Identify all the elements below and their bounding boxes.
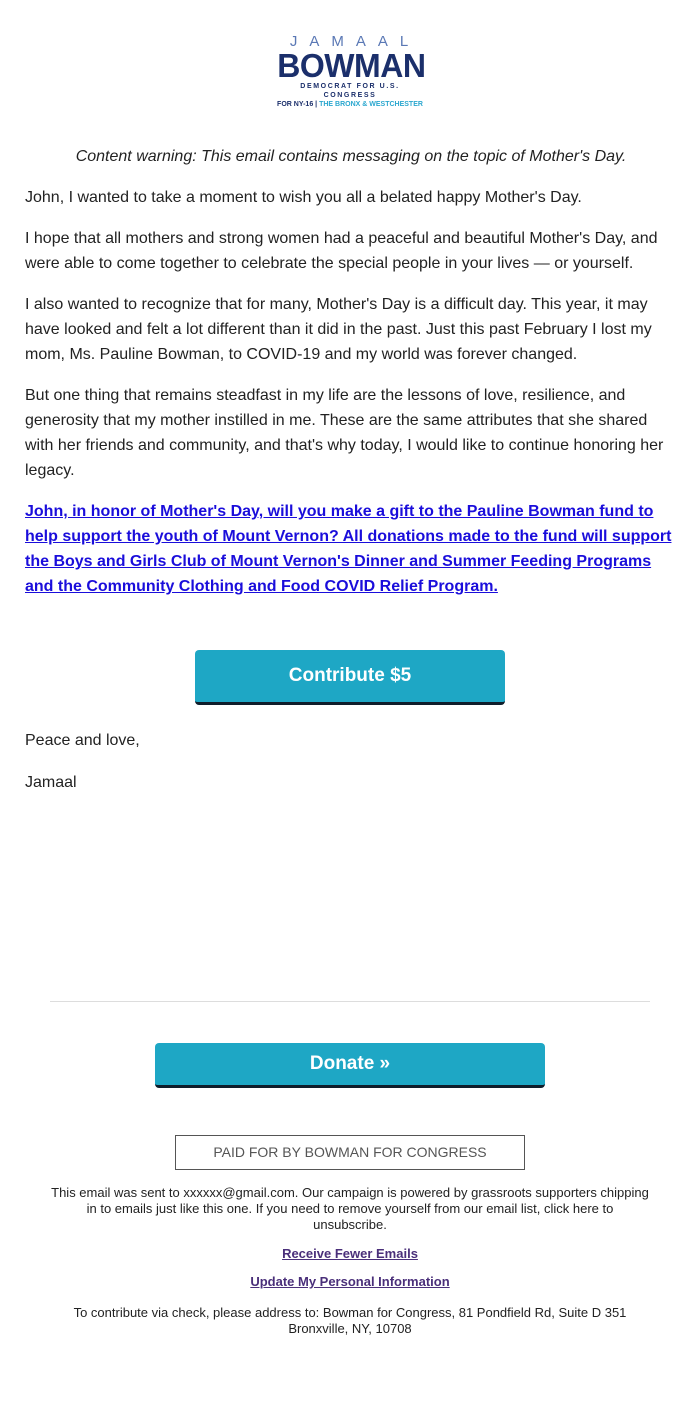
fewer-emails-row (0, 1246, 700, 1261)
receive-fewer-emails-link[interactable]: Receive Fewer Emails (282, 1246, 418, 1261)
content-warning: Content warning: This email contains messaging on the topic of Mother's Day. (75, 148, 627, 165)
donation-ask-link[interactable]: John, in honor of Mother's Day, will you make a gift to the Pauline Bowman fund to help support the youth of Mount Vernon? All donations made to the fund will support the Boys and Girls Club of Mount Vernon's Dinner and Summer Feeding Programs and the Community Clothing and Food COVID Relief Program. (25, 503, 672, 595)
update-personal-info-link[interactable]: Update My Personal Information (250, 1274, 450, 1289)
body-paragraph: But one thing that remains steadfast in my life are the lessons of love, resilience, and generosity that my mother instilled in me. These are the same attributes that she shared with her friends and community, and that's why today, I would like to continue honoring her legacy. (25, 387, 664, 479)
footer-divider (50, 1001, 650, 1002)
body-paragraph: I also wanted to recognize that for many, Mother's Day is a difficult day. This year, it may have looked and felt a lot different than it did in the past. Just this past February I lost my mom, Ms. Pauline Bowman, to COVID-19 and my world was forever changed. (25, 296, 652, 363)
signature-text: Jamaal (25, 774, 77, 791)
campaign-logo (0, 34, 700, 106)
paid-for-disclaimer: PAID FOR BY BOWMAN FOR CONGRESS (175, 1135, 525, 1170)
donate-button[interactable]: Donate » (155, 1043, 545, 1088)
email-body (25, 144, 677, 615)
closing-text: Peace and love, (25, 732, 140, 749)
sent-to-notice: This email was sent to xxxxxx@gmail.com. Our campaign is powered by grassroots supporters chipping in to emails just like this one. If you need to remove yourself from our email list, click here to unsubscribe. (51, 1185, 649, 1232)
body-paragraph: John, I wanted to take a moment to wish you all a belated happy Mother's Day. (25, 189, 582, 206)
logo-first-name: JAMAAL (289, 33, 421, 50)
update-info-row (0, 1274, 700, 1289)
check-address: To contribute via check, please address to: Bowman for Congress, 81 Pondfield Rd, Suite D 351 Bronxville, NY, 10708 (73, 1305, 627, 1336)
body-paragraph: I hope that all mothers and strong women had a peaceful and beautiful Mother's Day, and were able to come together to celebrate the special people in your lives — or yourself. (25, 230, 658, 272)
logo-region: THE BRONX & WESTCHESTER (319, 101, 423, 108)
logo-last-name: BOWMAN (277, 47, 426, 84)
logo-subtitle: DEMOCRAT FOR U.S. CONGRESS (300, 83, 400, 99)
logo-district-line: FOR NY-16 | THE BRONX & WESTCHESTER (277, 101, 423, 108)
contribute-button[interactable]: Contribute $5 (195, 650, 505, 705)
logo-district: FOR NY-16 (277, 101, 314, 108)
